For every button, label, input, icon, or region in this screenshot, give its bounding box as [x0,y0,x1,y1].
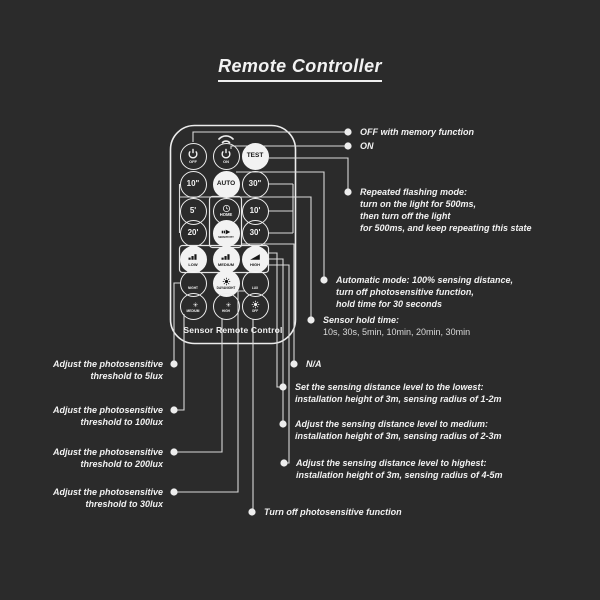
button-label-distance-medium: MEDIUM [217,262,235,267]
annotation-line: for 500ms, and keep repeating this state [360,223,532,233]
annotation-line: then turn off the light [360,211,451,221]
button-auto[interactable] [213,171,240,198]
button-label-sensitivity: SENSITIVITY [218,235,234,239]
annotation-line: Repeated flashing mode: [360,187,468,197]
button-label-time-10min: 10' [249,206,261,215]
annotation-line: OFF with memory function [360,127,474,137]
annotation-line: Adjust the sensing distance level to highest: [296,458,487,468]
annotation-line: turn on the light for 500ms, [360,199,477,209]
button-label-auto: AUTO [216,179,236,187]
button-label-lux-high: HIGH [222,308,230,313]
button-label-off: OFF [189,159,197,164]
annotation-line: threshold to 30lux [85,499,163,509]
button-sensitivity[interactable] [213,220,240,247]
button-label-home: HOME [219,212,233,218]
wire-off [193,132,348,142]
bullet-auto [320,276,327,283]
wire-test [269,158,348,192]
button-test[interactable] [242,143,269,170]
annotation-line: threshold to 5lux [90,371,163,381]
annotation-photocell-off [264,506,402,518]
annotation-line: installation height of 3m, sensing radius of 2-3m [295,431,502,441]
bullet-high [280,459,287,466]
annotation-line: Automatic mode: 100% sensing distance, [336,275,514,285]
bullet-test [344,188,351,195]
wire-high [269,265,290,463]
annotation-auto [336,274,513,310]
annotation-line: Adjust the photosensitive [52,405,163,415]
bullet-lux30 [170,488,177,495]
annotation-line: ON [360,141,374,151]
bullet-lux100 [170,406,177,413]
button-label-lux-low: LUX [251,285,259,290]
annotation-on [360,140,374,152]
button-distance-low[interactable] [180,246,207,273]
annotation-line: Adjust the sensing distance level to medium: [295,419,489,429]
button-label-time-5min: 5' [189,206,197,215]
button-lux-high[interactable] [213,293,240,320]
annotation-line: Set the sensing distance level to the lowest: [295,382,484,392]
wire-lux5 [174,283,181,364]
annotation-lux30 [53,486,163,510]
button-time-30s[interactable] [242,171,269,198]
annotation-test [360,186,532,234]
annotation-line: N/A [306,359,322,369]
bullet-on [344,142,351,149]
annotation-line: 10s, 30s, 5min, 10min, 20min, 30min [323,327,471,337]
bullet-low [279,383,286,390]
button-distance-high[interactable] [242,246,269,273]
annotation-line: Adjust the photosensitive [52,447,163,457]
annotation-line: Sensor hold time: [323,315,400,325]
button-distance-medium[interactable] [213,246,240,273]
annotation-line: installation height of 3m, sensing radius of 1-2m [295,394,502,404]
annotation-line: threshold to 100lux [80,417,163,427]
wire-lux30 [174,291,245,492]
button-label-time-10s: 10" [186,179,200,188]
annotation-line: installation height of 3m, sensing radius of 4-5m [296,470,503,480]
annotation-line: threshold to 200lux [80,459,163,469]
button-label-lux-medium: MEDIUM [186,308,200,313]
wire-low [269,253,284,387]
annotation-hold [323,314,470,338]
bullet-lux200 [170,448,177,455]
annotation-high [296,457,503,481]
annotation-lux100 [53,404,163,428]
button-label-lux-night: NIGHT [188,285,198,290]
annotation-off [360,126,474,138]
button-off[interactable] [180,143,207,170]
button-label-time-30min: 30' [249,228,261,237]
button-time-30min[interactable] [242,220,269,247]
button-label-day-night: DAY&NIGHT [216,285,236,290]
button-label-distance-high: HIGH [250,262,260,267]
button-label-test: TEST [246,151,264,159]
button-label-time-20min: 20' [187,228,199,237]
wire-photocell-off [252,319,253,512]
bullet-hold [307,316,314,323]
annotation-na [306,358,322,370]
button-time-10s[interactable] [180,171,207,198]
button-label-distance-low: LOW [188,262,198,267]
bullet-off [344,128,351,135]
button-on[interactable] [213,143,240,170]
bullet-lux5 [170,360,177,367]
annotation-lux200 [53,446,163,470]
signal-waves-icon [219,136,233,143]
annotation-low [295,381,502,405]
annotation-medium [295,418,502,442]
button-photocell-off[interactable] [242,293,269,320]
annotation-line: hold time for 30 seconds [336,299,443,309]
bullet-medium [279,420,286,427]
annotation-line: turn off photosensitive function, [336,287,474,297]
button-label-time-30s: 30" [248,179,262,188]
annotation-lux5 [53,358,163,382]
button-label-photocell-off: OFF [251,308,259,313]
annotation-line: Adjust the photosensitive [52,487,163,497]
remote-footer-label: Sensor Remote Control [183,325,283,335]
bullet-na [290,360,297,367]
annotation-line: Turn off photosensitive function [264,507,402,517]
button-time-20min[interactable] [180,220,207,247]
button-label-on: ON [223,159,229,164]
page-title: Remote Controller [218,56,382,82]
button-lux-medium[interactable] [180,293,207,320]
bullet-photocell-off [248,508,255,515]
annotation-line: Adjust the photosensitive [52,359,163,369]
